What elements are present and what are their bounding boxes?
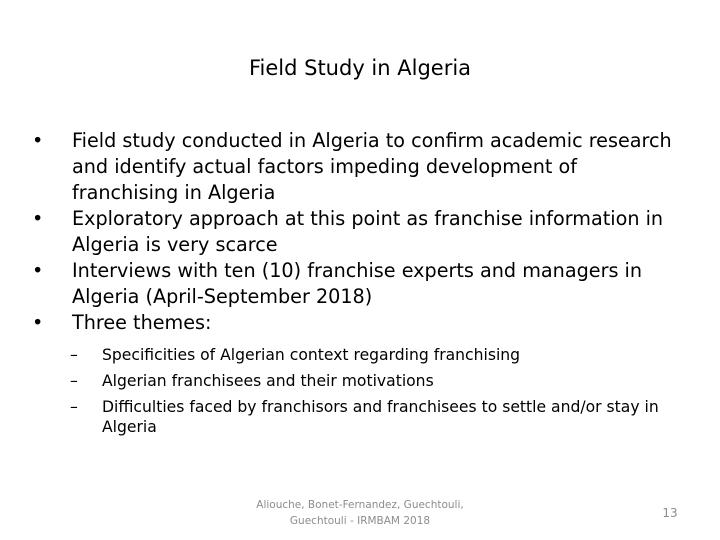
bullet-line: Algeria is very scarce bbox=[72, 233, 278, 256]
theme-line: Algerian franchisees and their motivations bbox=[102, 372, 434, 390]
bullet-marker: • bbox=[32, 129, 44, 152]
bullet-line: Field study conducted in Algeria to confirm academic research bbox=[72, 129, 672, 152]
bullet-item bbox=[30, 310, 690, 336]
bullet-item bbox=[30, 206, 690, 258]
theme-line: Specificities of Algerian context regarding franchising bbox=[102, 346, 521, 364]
bullet-line: franchising in Algeria bbox=[72, 181, 276, 204]
slide-footer bbox=[235, 497, 485, 529]
bullet-list bbox=[30, 128, 690, 443]
bullet-line: Algeria (April-September 2018) bbox=[72, 285, 373, 308]
dash-marker: – bbox=[70, 372, 78, 390]
theme-line: Difficulties faced by franchisors and franchisees to settle and/or stay in bbox=[102, 398, 659, 416]
theme-item bbox=[70, 397, 690, 437]
bullet-line: Exploratory approach at this point as franchise information in bbox=[72, 207, 664, 230]
theme-item bbox=[70, 345, 690, 365]
page-number: 13 bbox=[662, 506, 678, 520]
bullet-marker: • bbox=[32, 259, 44, 282]
footer-conference: Guechtouli - IRMBAM 2018 bbox=[289, 515, 431, 527]
bullet-marker: • bbox=[32, 311, 44, 334]
bullet-line: and identify actual factors impeding development of bbox=[72, 155, 578, 178]
theme-line: Algeria bbox=[102, 418, 157, 436]
bullet-marker: • bbox=[32, 207, 44, 230]
slide-title: Field Study in Algeria bbox=[248, 56, 472, 80]
bullet-line: Interviews with ten (10) franchise experts and managers in bbox=[72, 259, 643, 282]
theme-item bbox=[70, 371, 690, 391]
footer-authors: Aliouche, Bonet-Fernandez, Guechtouli, bbox=[256, 499, 464, 511]
bullet-line: Three themes: bbox=[72, 311, 212, 334]
bullet-item bbox=[30, 128, 690, 206]
dash-marker: – bbox=[70, 398, 78, 416]
bullet-item bbox=[30, 258, 690, 310]
dash-marker: – bbox=[70, 346, 78, 364]
theme-list bbox=[30, 345, 690, 437]
